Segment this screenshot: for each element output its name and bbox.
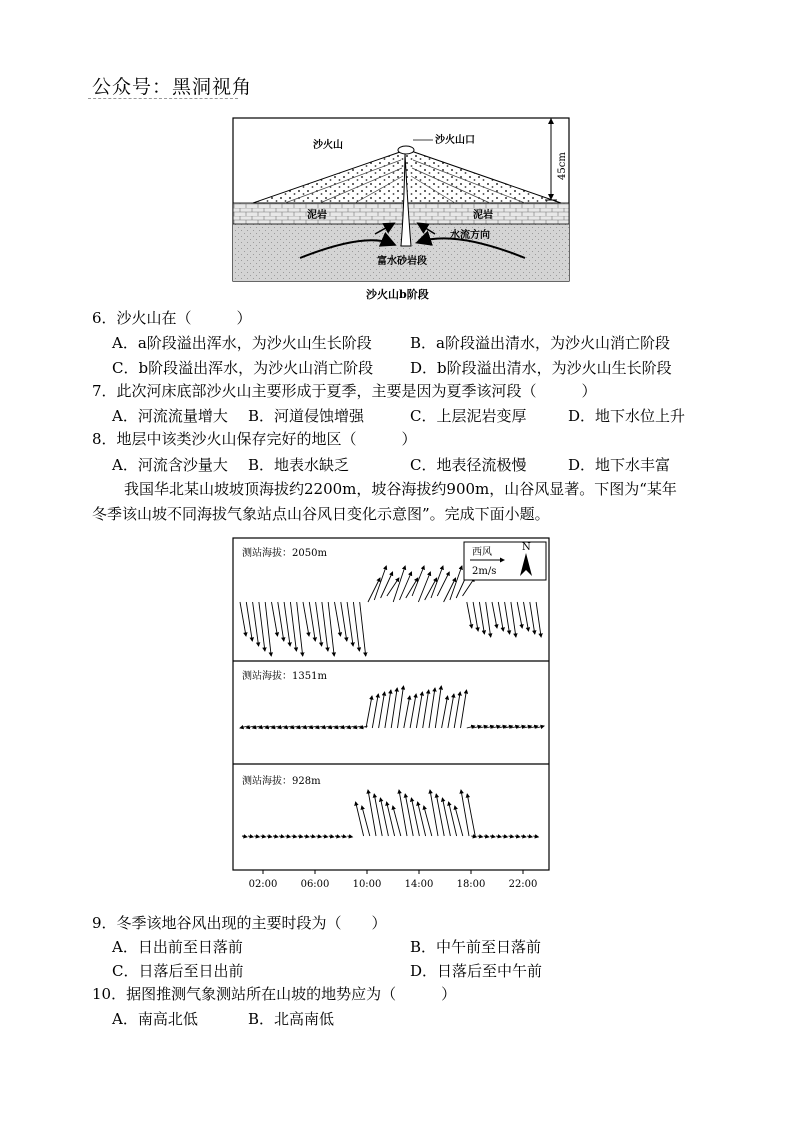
sand-volcano-figure — [225, 112, 585, 304]
header-text: 公众号：黑洞视角 — [92, 76, 253, 98]
q8-option-a[interactable]: A．河流含沙量大 — [112, 456, 228, 474]
q10-stem: 10．据图推测气象测站所在山坡的地势应为（ ） — [92, 985, 457, 1003]
q7-option-d[interactable]: D．地下水位上升 — [568, 407, 686, 425]
header-divider — [88, 98, 238, 99]
x-tick-label: 06:00 — [300, 879, 330, 890]
q7-option-c[interactable]: C．上层泥岩变厚 — [410, 407, 527, 425]
panel2-label: 测站海拔：1351m — [242, 671, 327, 682]
q8-option-c[interactable]: C．地表径流极慢 — [410, 456, 527, 474]
figure1-caption: 沙火山b阶段 — [366, 288, 429, 301]
q6-option-d[interactable]: D．b阶段溢出清水，为沙火山生长阶段 — [410, 359, 672, 377]
label-flow: 水流方向 — [450, 230, 490, 241]
crater — [398, 146, 414, 154]
q6-stem: 6．沙火山在（ ） — [92, 309, 252, 327]
x-tick-label: 18:00 — [456, 879, 486, 890]
legend-speed: 2m/s — [472, 566, 497, 577]
x-tick-label: 02:00 — [248, 879, 278, 890]
q8-option-b[interactable]: B．地表水缺乏 — [248, 456, 350, 474]
q6-option-b[interactable]: B．a阶段溢出清水，为沙火山消亡阶段 — [410, 334, 670, 352]
panel1-label: 测站海拔：2050m — [242, 548, 327, 559]
wind-vector-figure — [232, 536, 552, 892]
mudstone-layer — [233, 203, 569, 224]
x-tick-label: 10:00 — [352, 879, 382, 890]
label-mudstone-right: 泥岩 — [473, 210, 493, 221]
x-axis-ticks — [249, 870, 538, 890]
q9-option-d[interactable]: D．日落后至中午前 — [410, 962, 543, 980]
label-height: 45cm — [557, 152, 568, 180]
q9-stem: 9．冬季该地谷风出现的主要时段为（ ） — [92, 914, 387, 932]
passage-line-2: 冬季该山坡不同海拔气象站点山谷风日变化示意图”。完成下面小题。 — [92, 505, 550, 523]
x-tick-label: 22:00 — [508, 879, 538, 890]
q8-stem: 8．地层中该类沙火山保存完好的地区（ ） — [92, 430, 417, 448]
q9-option-b[interactable]: B．中午前至日落前 — [410, 938, 542, 956]
q10-option-b[interactable]: B．北高南低 — [248, 1010, 335, 1028]
label-crater: 沙火山口 — [435, 135, 475, 146]
q9-option-a[interactable]: A．日出前至日落前 — [112, 938, 243, 956]
q7-option-a[interactable]: A．河流流量增大 — [112, 407, 228, 425]
x-tick-label: 14:00 — [404, 879, 434, 890]
panel3-label: 测站海拔：928m — [242, 776, 321, 787]
legend — [464, 542, 546, 580]
q10-option-a[interactable]: A．南高北低 — [112, 1010, 198, 1028]
legend-north: N — [522, 542, 531, 553]
label-shahuoshan: 沙火山 — [313, 140, 343, 151]
label-mudstone-left: 泥岩 — [307, 210, 327, 221]
passage-line-1: 我国华北某山坡坡顶海拔约2200m，坡谷海拔约900m，山谷风显著。下图为“某年 — [124, 480, 677, 498]
q6-option-c[interactable]: C．b阶段溢出浑水，为沙火山消亡阶段 — [112, 359, 374, 377]
q7-stem: 7．此次河床底部沙火山主要形成于夏季，主要是因为夏季该河段（ ） — [92, 382, 597, 400]
q8-option-d[interactable]: D．地下水丰富 — [568, 456, 671, 474]
label-aquifer: 富水砂岩段 — [377, 256, 427, 267]
aquifer-layer — [233, 224, 569, 281]
legend-west: 西风 — [472, 547, 492, 558]
q6-option-a[interactable]: A．a阶段溢出浑水，为沙火山生长阶段 — [112, 334, 372, 352]
q7-option-b[interactable]: B．河道侵蚀增强 — [248, 407, 365, 425]
q9-option-c[interactable]: C．日落后至日出前 — [112, 962, 244, 980]
